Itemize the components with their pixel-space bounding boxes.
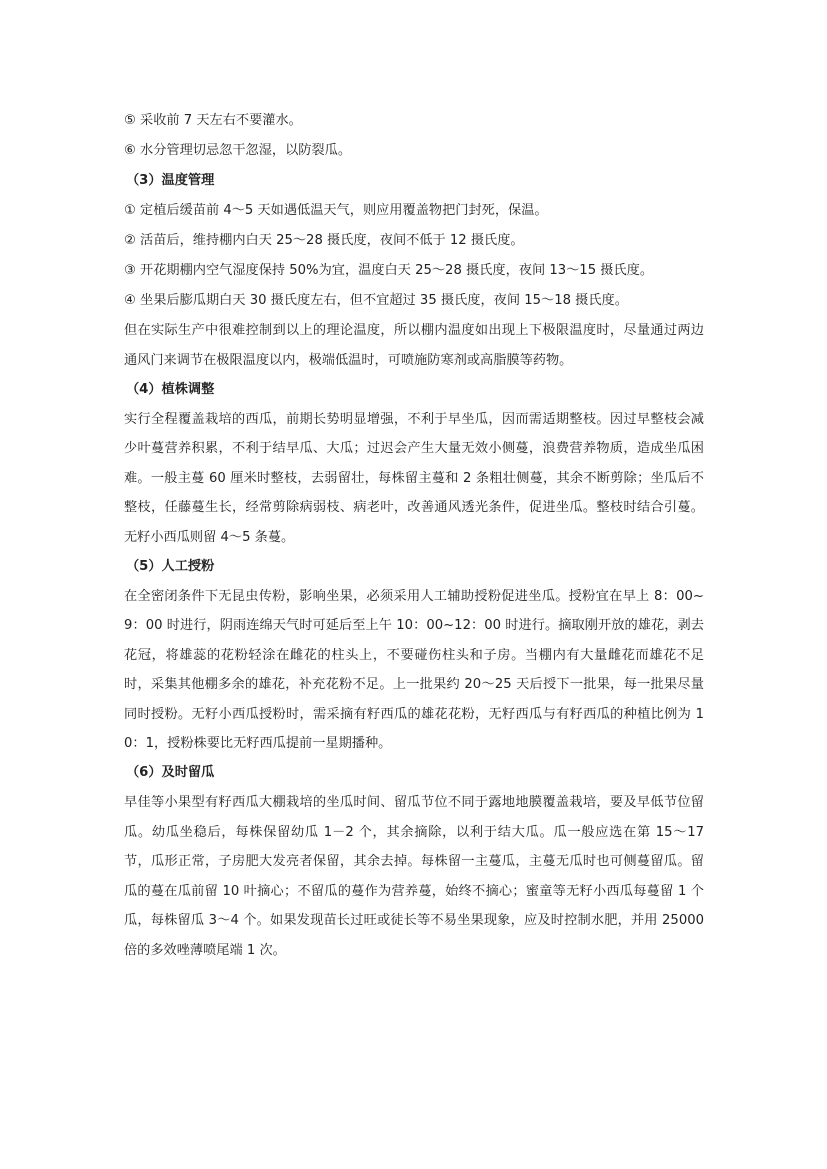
section-heading-temperature: （3）温度管理 <box>126 173 215 188</box>
section-heading-pollination: （5）人工授粉 <box>126 559 215 575</box>
temperature-item-3: ③ 开花期棚内空气湿度保持 50%为宜，温度白天 25～28 摄氏度，夜间 13～15 摄氏度。 <box>124 263 654 278</box>
temperature-item-1: ① 定植后缓苗前 4～5 天如遇低温天气，则应用覆盖物把门封死，保温。 <box>124 203 548 218</box>
temperature-item-4: ④ 坐果后膨瓜期白天 30 摄氏度左右，但不宜超过 35 摄氏度，夜间 15～18 摄氏度。 <box>124 293 628 308</box>
text-line-harvest-watering: ⑤ 采收前 7 天左右不要灌水。 <box>124 113 302 128</box>
temperature-item-2: ② 活苗后，维持棚内白天 25～28 摄氏度，夜间不低于 12 摄氏度。 <box>124 233 524 248</box>
document-body <box>124 106 704 965</box>
fruit-retention-paragraph: 早佳等小果型有籽西瓜大棚栽培的坐瓜时间、留瓜节位不同于露地地膜覆盖栽培，要及早低节位留瓜。幼瓜坐稳后，每株保留幼瓜 1－2 个，其余摘除，以利于结大瓜。瓜一般应选在第 15～17 节，瓜形正常，子房肥大发亮者保留，其余去掉。每株留一主蔓瓜，主蔓无瓜时也可侧蔓留瓜。留瓜的蔓在瓜前留 10 叶摘心；不留瓜的蔓作为营养蔓，始终不摘心；蜜童等无籽小西瓜每蔓留 1 个瓜，每株留瓜 3～4 个。如果发现苗长过旺或徒长等不易坐果现象，应及时控制水肥，并用 25000 倍的多效唑薄喷尾端 1 次。 <box>124 795 704 958</box>
section-heading-plant-adjustment: （4）植株调整 <box>126 382 215 397</box>
text-line-water-management: ⑥ 水分管理切忌忽干忽湿，以防裂瓜。 <box>124 143 352 158</box>
pollination-paragraph: 在全密闭条件下无昆虫传粉，影响坐果，必须采用人工辅助授粉促进坐瓜。授粉宜在早上 8：00~9：00 时进行，阴雨连绵天气时可延后至上午 10：00~12：00 时进行。摘取刚开放的雄花，剥去花冠，将雄蕊的花粉轻涂在雌花的柱头上，不要碰伤柱头和子房。当棚内有大量雌花而雄花不足时，采集其他棚多余的雄花，补充花粉不足。上一批果约 20～25 天后授下一批果，每一批果尽量同时授粉。无籽小西瓜授粉时，需采摘有籽西瓜的雄花花粉，无籽西瓜与有籽西瓜的种植比例为 10：1，授粉株要比无籽西瓜提前一星期播种。 <box>124 589 704 752</box>
section-heading-fruit-retention: （6）及时留瓜 <box>126 765 215 781</box>
temperature-paragraph: 但在实际生产中很难控制到以上的理论温度，所以棚内温度如出现上下极限温度时，尽量通过两边通风门来调节在极限温度以内，极端低温时，可喷施防寒剂或高脂膜等药物。 <box>124 323 704 368</box>
plant-adjustment-paragraph: 实行全程覆盖栽培的西瓜，前期长势明显增强，不利于早坐瓜，因而需适期整枝。因过早整枝会减少叶蔓营养积累，不利于结早瓜、大瓜；过迟会产生大量无效小侧蔓，浪费营养物质，造成坐瓜困难。一般主蔓 60 厘米时整枝，去弱留壮，每株留主蔓和 2 条粗壮侧蔓，其余不断剪除；坐瓜后不整枝，任藤蔓生长，经常剪除病弱枝、病老叶，改善通风透光条件，促进坐瓜。整枝时结合引蔓。无籽小西瓜则留 4～5 条蔓。 <box>124 412 704 545</box>
